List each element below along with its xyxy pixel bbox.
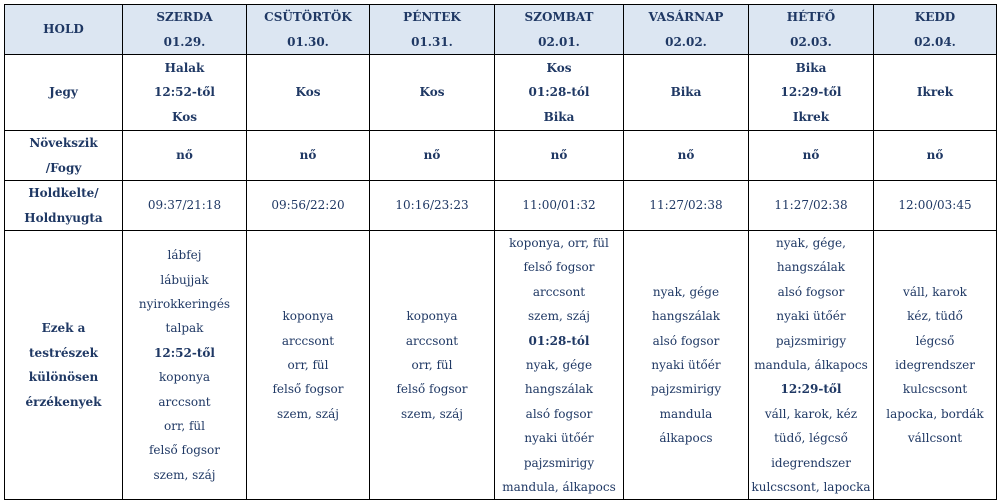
body-part-line: vállcsont [907, 431, 963, 446]
body-part-line: felső fogsor [523, 260, 595, 275]
corner-cell: HOLD [5, 5, 123, 55]
phase-cell: nő [749, 131, 874, 181]
sign-row [5, 55, 997, 131]
sign-cell: Ikrek [874, 55, 997, 131]
body-parts-cell [749, 231, 874, 500]
sign-cell: Kos [247, 55, 370, 131]
body-part-line: 12:52-től [154, 345, 215, 360]
body-part-line: szem, száj [528, 309, 590, 324]
day-header: HÉTFŐ 02.03. [749, 5, 874, 55]
body-part-line: szem, száj [401, 406, 463, 421]
sign-cell: Halak 12:52-től Kos [123, 55, 247, 131]
body-part-line: talpak [165, 321, 204, 336]
body-part-line: arccsont [532, 284, 586, 299]
body-part-line: kéz, tüdő [907, 309, 963, 324]
day-header: CSÜTÖRTÖK 01.30. [247, 5, 370, 55]
body-part-line: nyak, gége [525, 358, 593, 373]
moonrise-cell: 10:16/23:23 [370, 181, 495, 231]
body-part-line: 12:29-től [780, 382, 842, 397]
moonrise-cell: 11:00/01:32 [495, 181, 624, 231]
body-part-line: koponya [282, 309, 334, 324]
body-part-line: lábfej [167, 248, 202, 263]
body-part-line: pajzsmirigy [775, 333, 847, 348]
body-part-line: alsó fogsor [525, 406, 593, 421]
body-parts-cell [123, 231, 247, 500]
body-part-line: orr, fül [163, 419, 205, 434]
moonrise-cell: 11:27/02:38 [749, 181, 874, 231]
body-part-line: mandula [659, 406, 713, 421]
body-part-line: lábujjak [160, 272, 209, 287]
body-part-line: orr, fül [287, 358, 329, 373]
body-part-line: nyak, gége [652, 284, 720, 299]
row-label-body-parts: Ezek a testrészek különösen érzékenyek [5, 231, 123, 500]
body-part-line: szem, száj [277, 406, 339, 421]
body-part-line: pajzsmirigy [650, 382, 722, 397]
body-parts-cell [370, 231, 495, 500]
day-header: KEDD 02.04. [874, 5, 997, 55]
body-part-line: pajzsmirigy [523, 455, 595, 470]
moon-calendar [4, 4, 997, 500]
body-part-line: arccsont [281, 333, 335, 348]
day-header: SZERDA 01.29. [123, 5, 247, 55]
sign-cell: Kos 01:28-tól Bika [495, 55, 624, 131]
sign-cell: Bika 12:29-től Ikrek [749, 55, 874, 131]
body-part-line: idegrendszer [771, 455, 851, 470]
body-part-line: kulcscsont, lapocka [751, 480, 871, 495]
body-part-line: kulcscsont [902, 382, 968, 397]
day-header: PÉNTEK 01.31. [370, 5, 495, 55]
body-part-line: tüdő, légcső [774, 431, 848, 446]
body-part-line: felső fogsor [148, 443, 221, 458]
row-label-sign: Jegy [5, 55, 123, 131]
phase-cell: nő [495, 131, 624, 181]
sign-cell: Bika [624, 55, 749, 131]
body-part-line: arccsont [158, 394, 211, 409]
body-parts-cell [874, 231, 997, 500]
body-parts-cell [495, 231, 624, 500]
phase-row [5, 131, 997, 181]
body-part-line: koponya [406, 309, 458, 324]
moonrise-cell: 09:56/22:20 [247, 181, 370, 231]
body-part-line: nyaki ütőér [524, 431, 594, 446]
body-part-line: alsó fogsor [777, 284, 845, 299]
body-part-line: 01:28-tól [528, 333, 590, 348]
body-parts-cell [247, 231, 370, 500]
body-part-line: lapocka, bordák [886, 406, 984, 421]
moon-table [4, 4, 997, 500]
body-part-line: koponya [158, 370, 211, 385]
body-part-line: idegrendszer [895, 358, 975, 373]
body-part-line: váll, karok, kéz [764, 406, 858, 421]
header-row [5, 5, 997, 55]
body-part-line: alsó fogsor [652, 333, 720, 348]
body-part-line: mandula, álkapocs [502, 480, 616, 495]
moonrise-cell: 09:37/21:18 [123, 181, 247, 231]
body-part-line: nyak, gége, [776, 236, 846, 250]
body-part-line: mandula, álkapocs [754, 358, 868, 373]
moonrise-cell: 11:27/02:38 [624, 181, 749, 231]
body-part-line: váll, karok [903, 284, 967, 299]
body-part-line: nyirokkeringés [138, 297, 231, 312]
body-part-line: hangszálak [651, 309, 721, 324]
body-parts-cell [624, 231, 749, 500]
phase-cell: nő [123, 131, 247, 181]
body-part-line: arccsont [405, 333, 459, 348]
body-part-line: hangszálak [524, 382, 594, 397]
day-header: SZOMBAT 02.01. [495, 5, 624, 55]
body-parts-row [5, 231, 997, 500]
body-part-line: felső fogsor [396, 382, 468, 397]
row-label-moonrise: Holdkelte/ Holdnyugta [5, 181, 123, 231]
body-part-line: nyaki ütőér [776, 309, 846, 324]
moonrise-row [5, 181, 997, 231]
body-part-line: felső fogsor [272, 382, 344, 397]
phase-cell: nő [247, 131, 370, 181]
body-part-line: álkapocs [659, 431, 713, 446]
moonrise-cell: 12:00/03:45 [874, 181, 997, 231]
body-part-line: szem, száj [153, 467, 216, 482]
phase-cell: nő [874, 131, 997, 181]
sign-cell: Kos [370, 55, 495, 131]
body-part-line: koponya, orr, fül [509, 236, 609, 250]
phase-cell: nő [624, 131, 749, 181]
phase-cell: nő [370, 131, 495, 181]
body-part-line: hangszálak [776, 260, 846, 275]
day-header: VASÁRNAP 02.02. [624, 5, 749, 55]
body-part-line: nyaki ütőér [651, 358, 721, 373]
body-part-line: légcső [915, 333, 955, 348]
body-part-line: orr, fül [411, 358, 453, 373]
row-label-phase: Növekszik /Fogy [5, 131, 123, 181]
